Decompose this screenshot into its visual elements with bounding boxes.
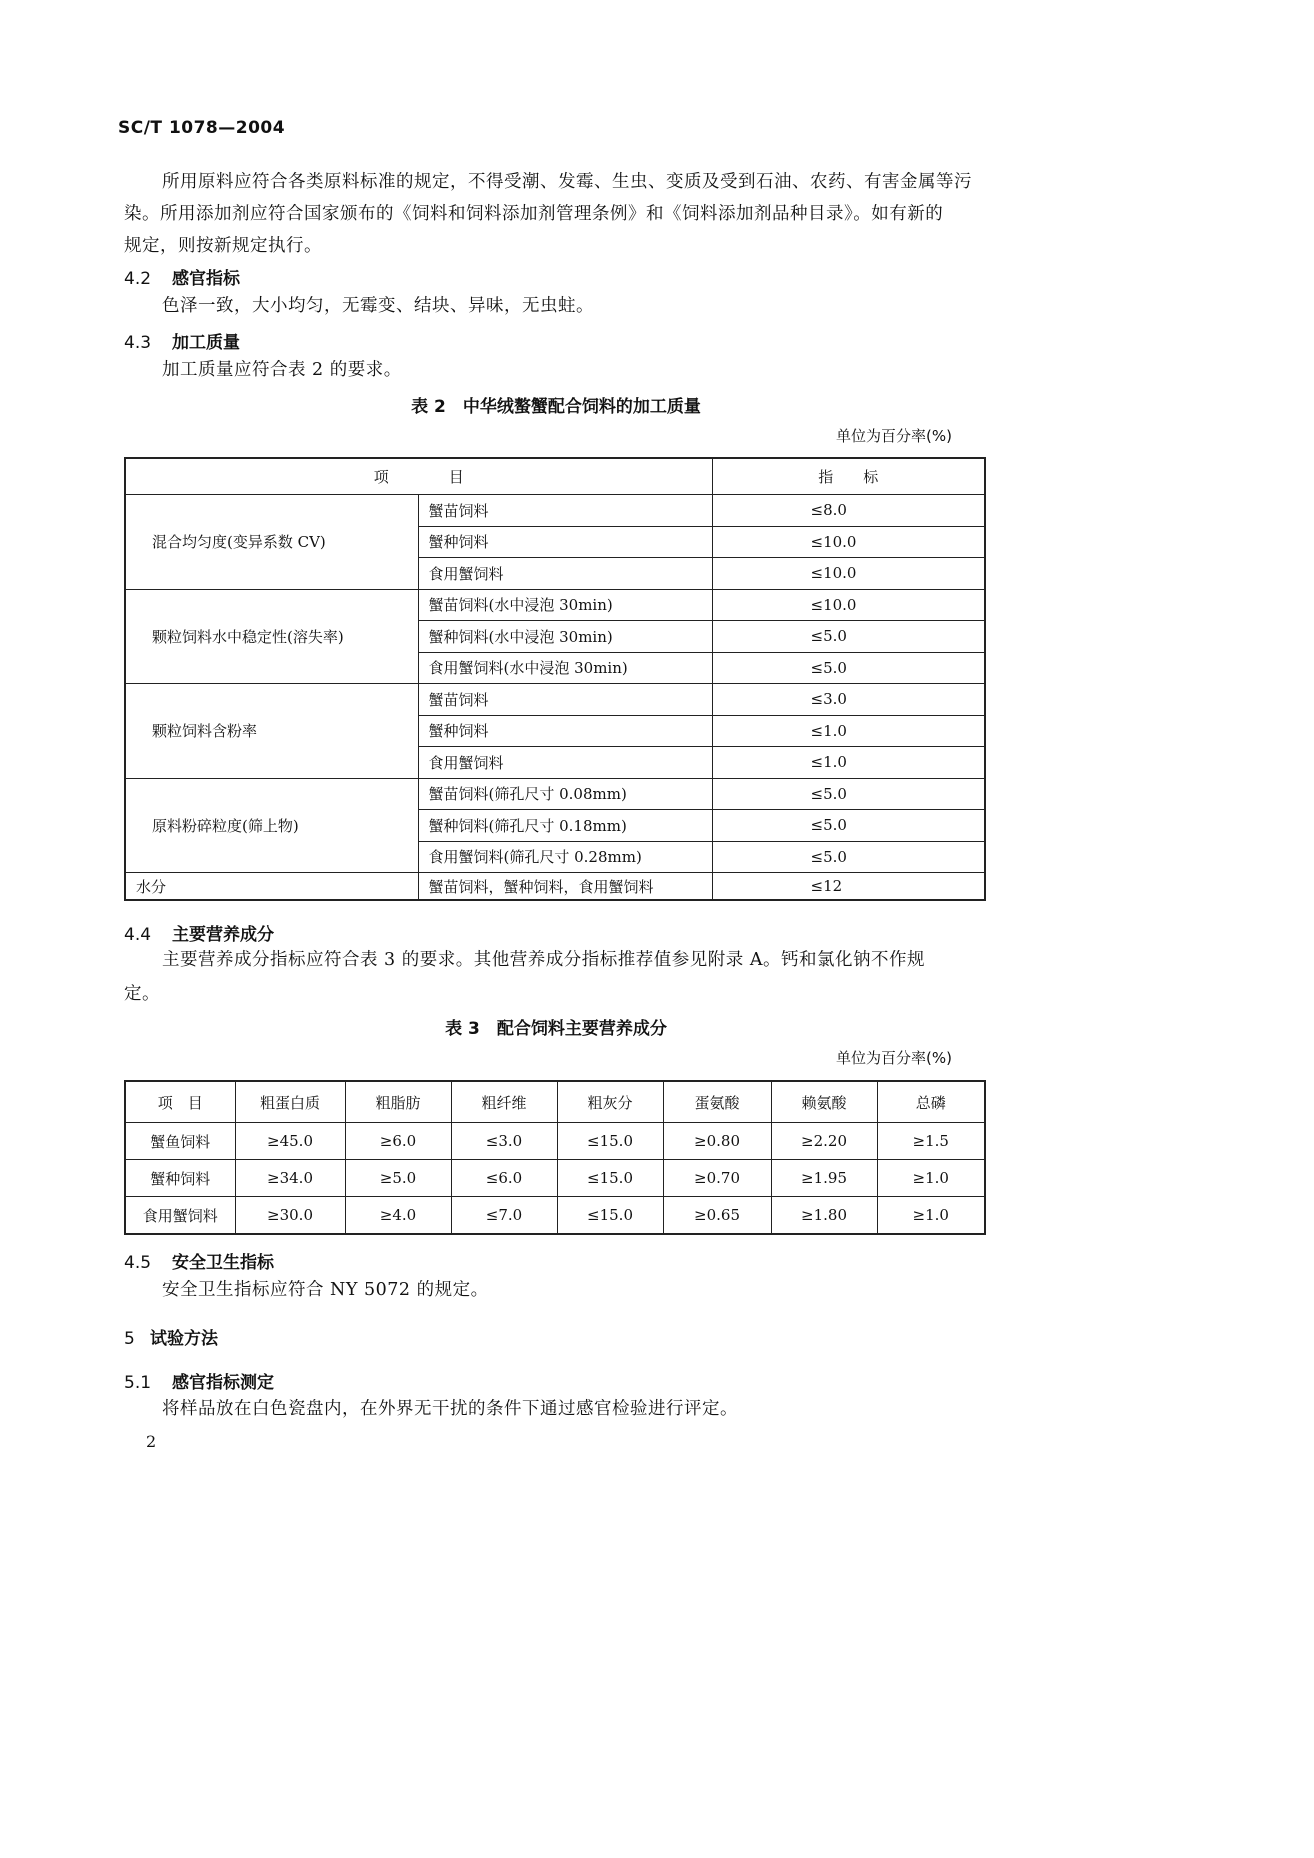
row-sub-label: 蟹苗饲料(水中浸泡 30min): [418, 589, 712, 621]
section-4-2-heading: [124, 264, 240, 289]
cell-crude-ash: ≤15.0: [557, 1197, 663, 1235]
page-number: 2: [146, 1432, 157, 1451]
row-sub-label: 蟹种饲料: [418, 715, 712, 747]
section-number: 4.4: [124, 925, 152, 945]
row-value: ≤5.0: [712, 778, 985, 810]
section-title: 感官指标测定: [172, 1373, 274, 1393]
table-row: [125, 684, 985, 716]
row-sub-label: 食用蟹饲料(筛孔尺寸 0.28mm): [418, 841, 712, 873]
row-value: ≤10.0: [712, 589, 985, 621]
row-value: ≤3.0: [712, 684, 985, 716]
row-label: 蟹种饲料: [125, 1160, 235, 1197]
row-sub-label: 蟹种饲料(筛孔尺寸 0.18mm): [418, 810, 712, 842]
table2-caption: 表 2 中华绒螯蟹配合饲料的加工质量: [411, 397, 701, 417]
section-number: 4.3: [124, 333, 152, 353]
cell-lysine: ≥1.80: [771, 1197, 877, 1235]
cell-crude-fat: ≥4.0: [345, 1197, 451, 1235]
header-item: 项 目: [125, 1081, 235, 1123]
section-4-3-body: 加工质量应符合表 2 的要求。: [162, 360, 402, 380]
row-sub-label: 蟹苗饲料，蟹种饲料，食用蟹饲料: [418, 873, 712, 901]
table-row: [125, 1197, 985, 1235]
section-4-4-body-line-1: 主要营养成分指标应符合表 3 的要求。其他营养成分指标推荐值参见附录 A。钙和氯化钠不作规: [162, 950, 925, 970]
row-sub-label: 食用蟹饲料: [418, 558, 712, 590]
table3: [124, 1080, 986, 1235]
row-value: ≤5.0: [712, 652, 985, 684]
section-number: 5: [124, 1329, 135, 1349]
cell-crude-fat: ≥5.0: [345, 1160, 451, 1197]
row-value: ≤12: [712, 873, 985, 901]
row-sub-label: 蟹种饲料(水中浸泡 30min): [418, 621, 712, 653]
section-title: 感官指标: [172, 269, 240, 289]
section-5-1-heading: [124, 1368, 274, 1393]
cell-crude-protein: ≥30.0: [235, 1197, 345, 1235]
intro-line-3: 规定，则按新规定执行。: [124, 236, 322, 256]
section-5-heading: [124, 1324, 218, 1349]
table-header-row: [125, 1081, 985, 1123]
table3-caption: 表 3 配合饲料主要营养成分: [445, 1019, 667, 1039]
table-row: [125, 873, 985, 901]
row-sub-label: 蟹苗饲料: [418, 495, 712, 527]
row-value: ≤10.0: [712, 526, 985, 558]
row-value: ≤5.0: [712, 841, 985, 873]
section-4-5-body: 安全卫生指标应符合 NY 5072 的规定。: [162, 1280, 489, 1300]
row-label: 食用蟹饲料: [125, 1197, 235, 1235]
row-value: ≤5.0: [712, 810, 985, 842]
section-title: 安全卫生指标: [172, 1253, 274, 1273]
cell-methionine: ≥0.65: [663, 1197, 771, 1235]
intro-line-1: 所用原料应符合各类原料标准的规定，不得受潮、发霉、生虫、变质及受到石油、农药、有害金属等污: [162, 172, 972, 192]
section-4-5-heading: [124, 1248, 274, 1273]
table-row: [125, 495, 985, 527]
header-crude-ash: 粗灰分: [557, 1081, 663, 1123]
cell-crude-fiber: ≤7.0: [451, 1197, 557, 1235]
row-value: ≤10.0: [712, 558, 985, 590]
header-lysine: 赖氨酸: [771, 1081, 877, 1123]
row-group-label: 颗粒饲料水中稳定性(溶失率): [125, 589, 418, 684]
cell-crude-fiber: ≤3.0: [451, 1123, 557, 1160]
row-label: 蟹鱼饲料: [125, 1123, 235, 1160]
row-sub-label: 食用蟹饲料(水中浸泡 30min): [418, 652, 712, 684]
standard-code: SC/T 1078—2004: [118, 118, 286, 138]
cell-crude-protein: ≥45.0: [235, 1123, 345, 1160]
row-sub-label: 蟹种饲料: [418, 526, 712, 558]
table-row: [125, 778, 985, 810]
row-sub-label: 食用蟹饲料: [418, 747, 712, 779]
row-value: ≤5.0: [712, 621, 985, 653]
table2-unit: 单位为百分率(%): [836, 427, 952, 445]
cell-crude-protein: ≥34.0: [235, 1160, 345, 1197]
cell-total-phosphorus: ≥1.0: [877, 1160, 985, 1197]
cell-crude-ash: ≤15.0: [557, 1123, 663, 1160]
cell-total-phosphorus: ≥1.0: [877, 1197, 985, 1235]
table3-unit: 单位为百分率(%): [836, 1049, 952, 1067]
header-item: 项 目: [125, 458, 712, 495]
row-value: ≤1.0: [712, 715, 985, 747]
header-total-phosphorus: 总磷: [877, 1081, 985, 1123]
section-title: 加工质量: [172, 333, 240, 353]
section-number: 4.5: [124, 1253, 152, 1273]
header-value: 指 标: [712, 458, 985, 495]
section-title: 试验方法: [150, 1329, 218, 1349]
row-group-label: 颗粒饲料含粉率: [125, 684, 418, 779]
table-row: [125, 589, 985, 621]
row-sub-label: 蟹苗饲料: [418, 684, 712, 716]
header-crude-fiber: 粗纤维: [451, 1081, 557, 1123]
row-sub-label: 蟹苗饲料(筛孔尺寸 0.08mm): [418, 778, 712, 810]
row-value: ≤8.0: [712, 495, 985, 527]
section-number: 4.2: [124, 269, 152, 289]
section-4-4-body-line-2: 定。: [124, 984, 160, 1004]
cell-methionine: ≥0.70: [663, 1160, 771, 1197]
row-value: ≤1.0: [712, 747, 985, 779]
section-number: 5.1: [124, 1373, 152, 1393]
table2: [124, 457, 986, 901]
section-4-2-body: 色泽一致，大小均匀，无霉变、结块、异味，无虫蛀。: [162, 296, 594, 316]
row-group-label: 混合均匀度(变异系数 CV): [125, 495, 418, 590]
section-4-4-heading: [124, 920, 274, 945]
row-group-label: 原料粉碎粒度(筛上物): [125, 778, 418, 873]
table-row: [125, 1160, 985, 1197]
table-header-row: [125, 458, 985, 495]
cell-total-phosphorus: ≥1.5: [877, 1123, 985, 1160]
cell-methionine: ≥0.80: [663, 1123, 771, 1160]
row-group-label: 水分: [125, 873, 418, 901]
table-row: [125, 1123, 985, 1160]
cell-lysine: ≥1.95: [771, 1160, 877, 1197]
header-crude-fat: 粗脂肪: [345, 1081, 451, 1123]
intro-line-2: 染。所用添加剂应符合国家颁布的《饲料和饲料添加剂管理条例》和《饲料添加剂品种目录》。如有新的: [124, 204, 944, 224]
cell-crude-fat: ≥6.0: [345, 1123, 451, 1160]
header-crude-protein: 粗蛋白质: [235, 1081, 345, 1123]
section-4-3-heading: [124, 328, 240, 353]
header-methionine: 蛋氨酸: [663, 1081, 771, 1123]
section-5-1-body: 将样品放在白色瓷盘内，在外界无干扰的条件下通过感官检验进行评定。: [162, 1399, 738, 1419]
section-title: 主要营养成分: [172, 925, 274, 945]
cell-lysine: ≥2.20: [771, 1123, 877, 1160]
cell-crude-fiber: ≤6.0: [451, 1160, 557, 1197]
cell-crude-ash: ≤15.0: [557, 1160, 663, 1197]
